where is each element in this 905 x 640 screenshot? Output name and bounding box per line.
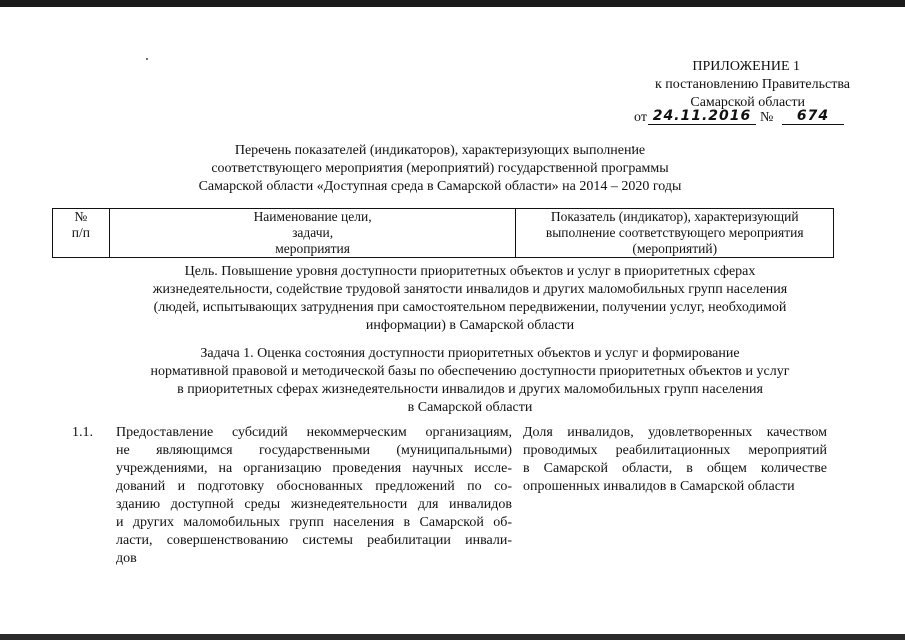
goal-paragraph [100,263,840,335]
indicator-line: Доля инвалидов, удовлетворенных качеством [523,425,827,440]
goal-line: Цель. Повышение уровня доступности приоритетных объектов и услуг в приоритетных сферах [184,264,756,279]
goal-line: (людей, испытывающих затруднения при самостоятельном передвижении, получении услуг, необходимой [153,300,787,315]
header-text: № [74,209,88,224]
header-text: Наименование цели, [253,209,372,224]
task-line: Задача 1. Оценка состояния доступности приоритетных объектов и услуг и формирование [200,346,740,361]
number-sign: № [760,110,774,125]
description-line: зданию доступной среды жизнедеятельности для инвалидов [116,497,512,512]
item-indicator [523,424,827,496]
scan-edge-bottom [0,634,905,640]
description-line: и других маломобильных групп населения в Самарской об- [116,515,512,530]
header-cell-name [109,209,516,258]
handwritten-date: 24.11.2016 [648,108,756,125]
indicator-line: в Самарской области, в общем количестве [523,461,827,476]
appendix-header [600,58,850,112]
task-line: в Самарской области [407,400,533,415]
header-text: задачи, [292,225,334,240]
document-title [150,142,730,196]
task-line: нормативной правовой и методической базы по обеспечению доступности приоритетных объектов и услуг [150,364,790,379]
title-line: соответствующего мероприятия (мероприятий) государственной программы [211,161,669,176]
header-cell-number [53,209,110,258]
header-text: Показатель (индикатор), характеризующий [550,209,799,224]
title-line: Перечень показателей (индикаторов), характеризующих выполнение [234,143,646,158]
item-number: 1.1. [72,425,93,440]
description-line: учреждениями, на организацию проведения научных иссле- [116,461,512,476]
appendix-title: ПРИЛОЖЕНИЕ 1 [692,59,800,74]
description-line: Предоставление субсидий некоммерческим организациям, [116,425,512,440]
description-line: дований и подготовку обоснованных предложений по со- [116,479,512,494]
header-text: мероприятия [275,241,350,256]
item-description [116,424,512,568]
date-prefix: от [634,110,647,125]
appendix-region-line: Самарской области [690,95,805,110]
table-header-row [53,209,834,258]
description-line: не являющимся государственными (муниципальными) [116,443,512,458]
scan-speck [146,58,148,60]
scan-edge-top [0,0,905,7]
task-line: в приоритетных сферах жизнедеятельности инвалидов и других маломобильных групп населения [177,382,763,397]
task-paragraph [100,345,840,417]
goal-line: информации) в Самарской области [365,318,575,333]
handwritten-number: 674 [782,108,844,125]
appendix-resolution-line: к постановлению Правительства [654,77,850,92]
description-line: ласти, совершенствованию системы реабилитации инвали- [116,533,512,548]
indicator-table-header [52,208,834,258]
title-line: Самарской области «Доступная среда в Самарской области» на 2014 – 2020 годы [198,179,682,194]
goal-line: жизнедеятельности, содействие трудовой занятости инвалидов и других маломобильных групп населения [152,282,788,297]
indicator-line: опрошенных инвалидов в Самарской области [523,479,795,494]
indicator-line: проводимых реабилитационных мероприятий [523,443,827,458]
header-cell-indicator [516,209,834,258]
header-text: (мероприятий) [632,241,718,256]
description-line: дов [116,551,137,566]
resolution-date-number [634,110,850,130]
header-text: п/п [71,225,90,240]
header-text: выполнение соответствующего мероприятия [545,225,804,240]
